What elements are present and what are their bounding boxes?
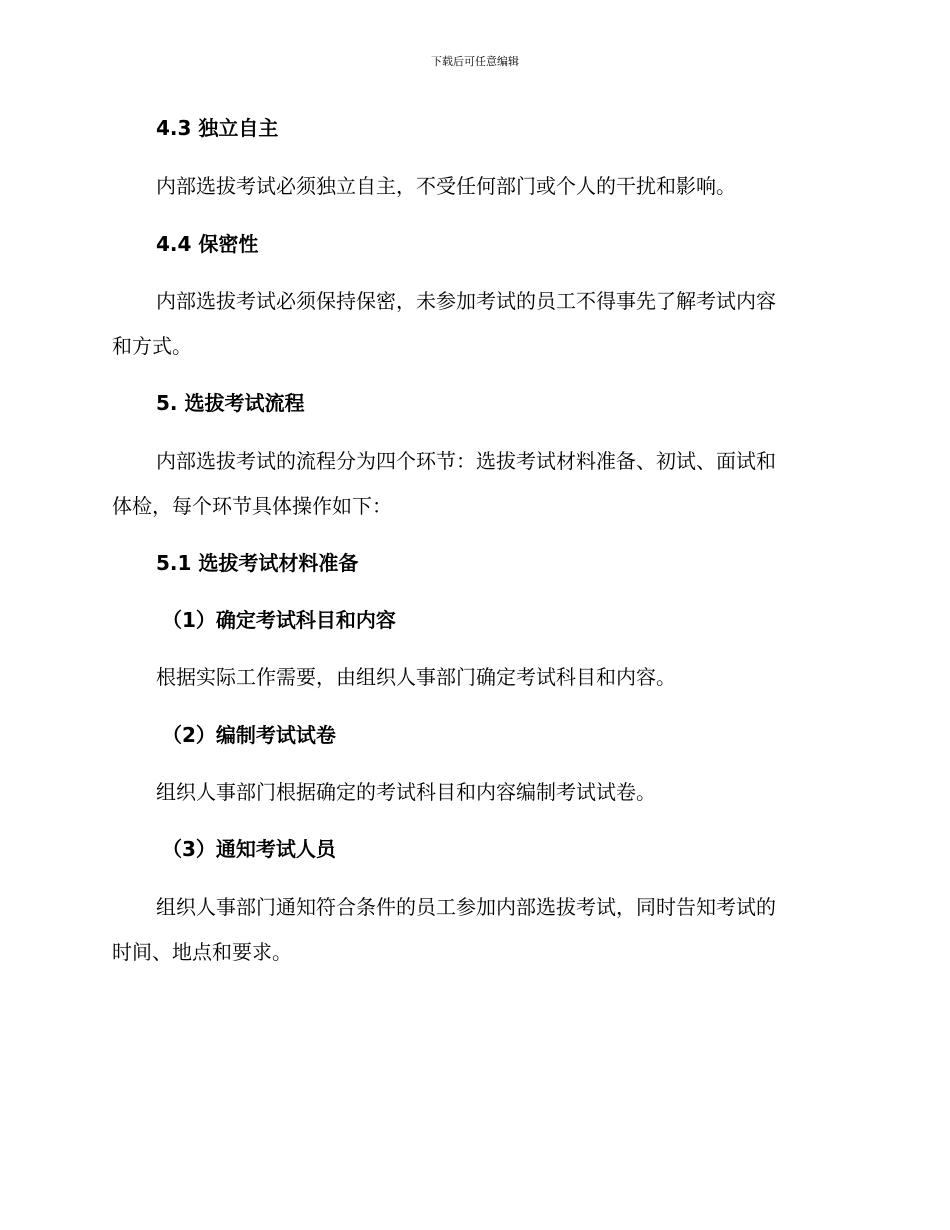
section-4-3-title: 4.3 独立自主 xyxy=(156,116,279,140)
item-2-body: 组织人事部门根据确定的考试科目和内容编制考试试卷。 xyxy=(156,780,656,804)
section-4-4-body-line1: 内部选拔考试必须保持保密，未参加考试的员工不得事先了解考试内容 xyxy=(156,289,776,313)
item-3-body-line1: 组织人事部门通知符合条件的员工参加内部选拔考试，同时告知考试的 xyxy=(156,895,776,919)
section-5-body-line2: 体检，每个环节具体操作如下： xyxy=(112,494,392,518)
item-3-body-line2: 时间、地点和要求。 xyxy=(112,940,292,964)
section-5-title: 5. 选拔考试流程 xyxy=(156,391,305,415)
section-4-3-body: 内部选拔考试必须独立自主，不受任何部门或个人的干扰和影响。 xyxy=(156,174,736,198)
item-1-body: 根据实际工作需要，由组织人事部门确定考试科目和内容。 xyxy=(156,665,676,689)
page-header: 下载后可任意编辑 xyxy=(431,55,519,68)
section-5-body-line1: 内部选拔考试的流程分为四个环节：选拔考试材料准备、初试、面试和 xyxy=(156,449,776,473)
item-3-title: （3）通知考试人员 xyxy=(162,837,336,861)
section-4-4-body-line2: 和方式。 xyxy=(112,334,192,358)
section-4-4-title: 4.4 保密性 xyxy=(156,232,259,256)
item-1-title: （1）确定考试科目和内容 xyxy=(162,608,396,632)
section-5-1-title: 5.1 选拔考试材料准备 xyxy=(156,551,359,575)
item-2-title: （2）编制考试试卷 xyxy=(162,723,336,747)
